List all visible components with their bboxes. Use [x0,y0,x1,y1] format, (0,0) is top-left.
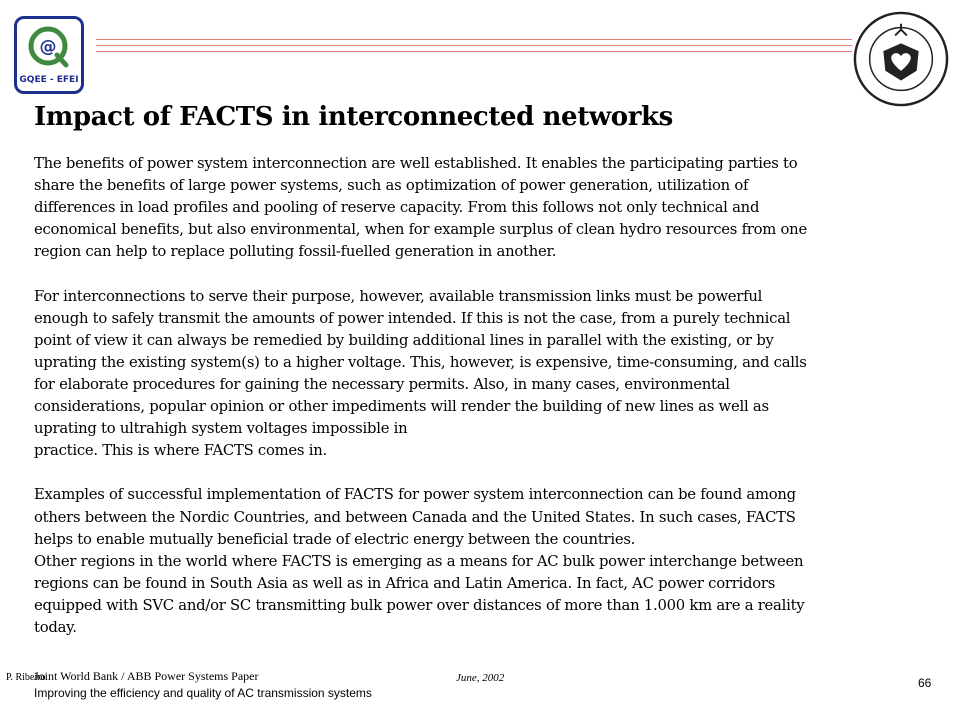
logo-text: GQEE - EFEI [19,75,79,85]
body-line: uprating the existing system(s) to a higher voltage. This, however, is expensive, time-consuming, and calls [34,353,807,371]
footer-date: June, 2002 [456,672,505,684]
body-line: For interconnections to serve their purpose, however, available transmission links must be powerful [34,287,763,305]
body-line: regions can be found in South Asia as well as in Africa and Latin America. In fact, AC power corridors [34,574,776,592]
body-line: Other regions in the world where FACTS is emerging as a means for AC bulk power interchange between [34,552,804,570]
footer-subtitle: Improving the efficiency and quality of AC transmission systems [34,686,372,700]
gqee-efei-logo [14,16,84,94]
q-logo-icon [26,24,72,70]
header-rule-middle [96,45,852,46]
footer-source: Joint World Bank / ABB Power Systems Paper [34,669,259,683]
heart-seal-emblem [852,10,950,108]
body-line: share the benefits of large power systems, such as optimization of power generation, utilization of [34,177,749,195]
body-line: equipped with SVC and/or SC transmitting bulk power over distances of more than 1.000 km are a reality [34,596,805,614]
body-line: point of view it can always be remedied by building additional lines in parallel with the existing, or by [34,331,774,349]
body-line: differences in load profiles and pooling of reserve capacity. From this follows not only technical and [34,199,760,217]
header-rule-top [96,39,852,40]
header-rule-bottom [96,51,852,52]
footer-author: P. Ribeiro [6,672,46,683]
body-line: helps to enable mutually beneficial trade of electric energy between the countries. [34,530,636,548]
body-line: for elaborate procedures for gaining the necessary permits. Also, in many cases, environmental [34,375,730,393]
body-line: today. [34,618,77,636]
body-line [34,263,926,285]
body-line: practice. This is where FACTS comes in. [34,442,327,460]
body-line: uprating to ultrahigh system voltages impossible in [34,420,408,438]
body-line [34,462,926,484]
page-number: 66 [918,676,932,690]
body-line: The benefits of power system interconnection are well established. It enables the participating parties to [34,155,798,172]
body-line: Examples of successful implementation of FACTS for power system interconnection can be found among [34,486,796,504]
body-line: economical benefits, but also environmental, when for example surplus of clean hydro resources from one [34,221,807,239]
body-text [34,153,926,639]
body-line: region can help to replace polluting fossil-fuelled generation in another. [34,243,557,261]
body-line: enough to safely transmit the amounts of power intended. If this is not the case, from a purely technical [34,309,791,327]
slide-title: Impact of FACTS in interconnected networks [34,102,673,132]
body-line: others between the Nordic Countries, and between Canada and the United States. In such cases, FACTS [34,508,796,526]
body-line: considerations, popular opinion or other impediments will render the building of new lines as well as [34,398,769,416]
svg-text:@: @ [39,37,57,57]
